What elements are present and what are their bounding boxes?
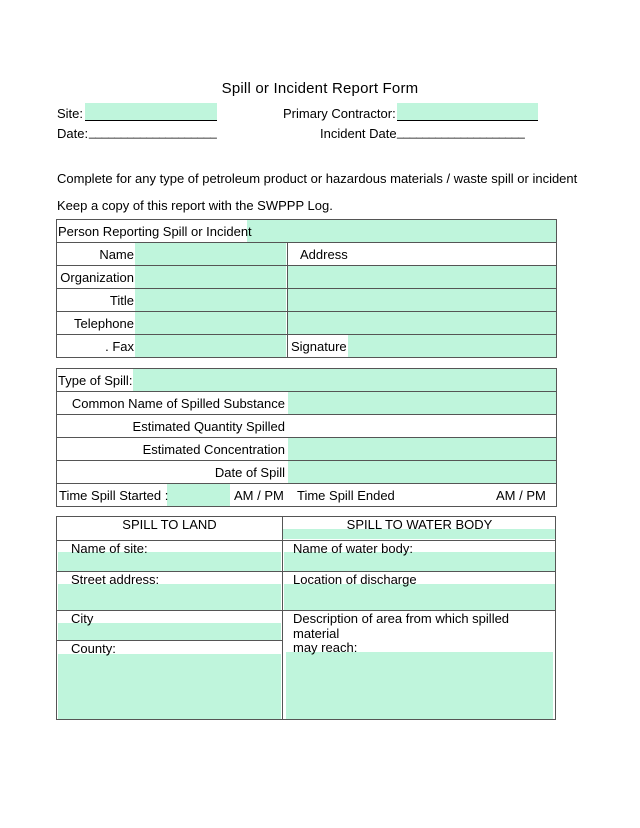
address-field-3[interactable] (288, 312, 556, 334)
date-of-spill-label: Date of Spill (214, 465, 285, 480)
organization-field[interactable] (135, 266, 286, 288)
spill-to-land-header: SPILL TO LAND (122, 517, 217, 532)
water-name-label: Name of water body: (293, 541, 413, 556)
divider (56, 288, 557, 289)
divider (56, 437, 557, 438)
common-name-label: Common Name of Spilled Substance (71, 396, 285, 411)
am-pm-started: AM / PM (234, 488, 284, 503)
name-field[interactable] (135, 243, 286, 265)
county-field[interactable] (58, 654, 281, 719)
title-field[interactable] (135, 289, 286, 311)
description-label-1: Description of area from which spilled (293, 611, 510, 626)
divider (56, 265, 557, 266)
site-field[interactable] (85, 103, 217, 121)
divider (287, 242, 288, 358)
person-reporting-field[interactable] (247, 220, 556, 242)
common-name-field[interactable] (288, 392, 556, 414)
time-started-label: Time Spill Started : (59, 488, 169, 503)
address-label: Address (300, 247, 348, 262)
quantity-label: Estimated Quantity Spilled (132, 419, 285, 434)
divider (282, 516, 283, 720)
site-name-label: Name of site: (71, 541, 148, 556)
am-pm-ended: AM / PM (496, 488, 546, 503)
page-title: Spill or Incident Report Form (221, 80, 419, 97)
organization-label: Organization (60, 270, 134, 285)
divider (56, 391, 557, 392)
divider (56, 460, 557, 461)
signature-field[interactable] (348, 335, 556, 357)
primary-contractor-field[interactable] (397, 103, 538, 121)
primary-contractor-label: Primary Contractor: (283, 106, 396, 121)
street-address-label: Street address: (71, 572, 160, 587)
time-started-field[interactable] (167, 484, 230, 506)
fax-label: . Fax (105, 339, 134, 354)
divider (56, 483, 557, 484)
city-label: City (71, 611, 94, 626)
spill-to-water-header: SPILL TO WATER BODY (346, 517, 493, 532)
date-label: Date: (57, 126, 89, 141)
type-of-spill-label: Type of Spill: (58, 373, 133, 388)
instruction-line-2: Keep a copy of this report with the SWPPP Log. (57, 198, 333, 213)
concentration-label: Estimated Concentration (142, 442, 285, 457)
signature-label: Signature (291, 339, 347, 354)
type-of-spill-field[interactable] (133, 369, 556, 391)
divider (56, 242, 557, 243)
county-label: County: (71, 641, 116, 656)
title-label: Title (109, 293, 134, 308)
time-ended-label: Time Spill Ended (297, 488, 395, 503)
person-reporting-label: Person Reporting Spill or Incident (58, 224, 252, 239)
divider (56, 334, 557, 335)
concentration-field[interactable] (288, 438, 556, 460)
description-label-2: material (293, 626, 340, 641)
description-field[interactable] (286, 652, 553, 719)
date-of-spill-field[interactable] (288, 461, 556, 483)
address-field-1[interactable] (288, 266, 556, 288)
site-label: Site: (57, 106, 84, 121)
incident-date-label: Incident Date (320, 126, 397, 141)
address-field-2[interactable] (288, 289, 556, 311)
date-field[interactable]: ____________________ (89, 125, 217, 139)
telephone-label: Telephone (74, 316, 134, 331)
divider (56, 311, 557, 312)
divider (56, 414, 557, 415)
instruction-line-1: Complete for any type of petroleum product or hazardous materials / waste spill or incident (57, 171, 578, 186)
incident-date-field[interactable]: ____________________ (397, 125, 525, 139)
telephone-field[interactable] (135, 312, 286, 334)
discharge-location-label: Location of discharge (293, 572, 417, 587)
name-label: Name (99, 247, 134, 262)
description-label-3: may reach: (293, 640, 358, 655)
fax-field[interactable] (135, 335, 286, 357)
